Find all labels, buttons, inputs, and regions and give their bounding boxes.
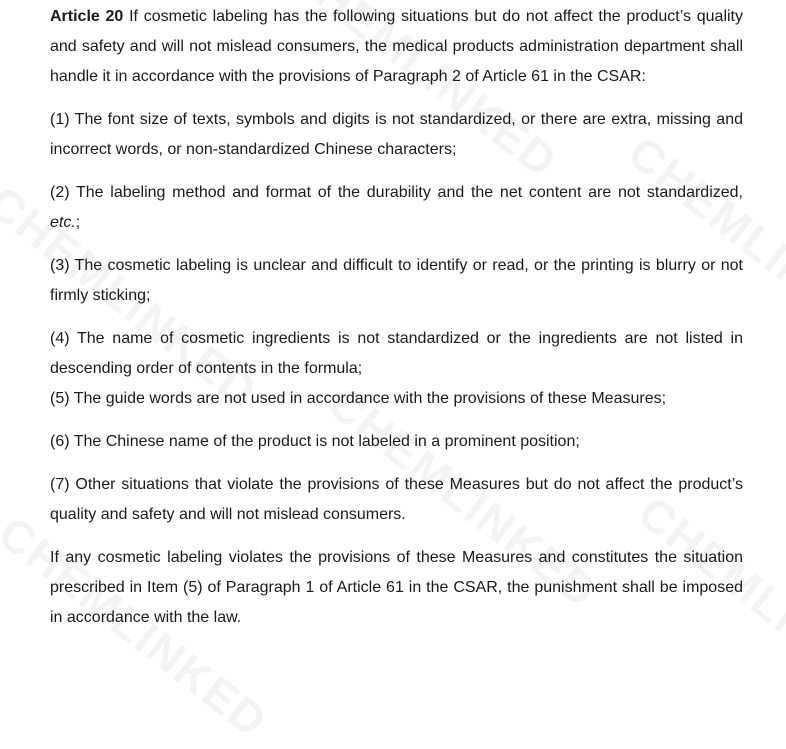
list-item-2 — [50, 178, 743, 238]
list-item-7: (7) Other situations that violate the provisions of these Measures but do not affect the product’s quality and safety and will not mislead consumers. — [50, 476, 743, 523]
closing-paragraph: If any cosmetic labeling violates the provisions of these Measures and constitutes the situation prescribed in Item (5) of Paragraph 1 of Article 61 in the CSAR, the punishment shall be imposed in accordance with the law. — [50, 549, 743, 626]
list-item-2-end: ; — [75, 214, 81, 231]
list-item-3: (3) The cosmetic labeling is unclear and difficult to identify or read, or the printing is blurry or not firmly sticking; — [50, 257, 743, 304]
article-intro-text: If cosmetic labeling has the following situations but do not affect the product’s quality and safety and will not mislead consumers, the medical products administration department shall handle it in accordance with the provisions of Paragraph 2 of Article 61 in the CSAR: — [50, 8, 744, 85]
article-number: Article 20 — [50, 8, 124, 25]
list-item-5: (5) The guide words are not used in accordance with the provisions of these Measures; — [50, 390, 667, 407]
list-item-6: (6) The Chinese name of the product is not labeled in a prominent position; — [50, 433, 580, 450]
list-item-2-text: (2) The labeling method and format of the durability and the net content are not standardized, — [50, 184, 743, 201]
list-item-1: (1) The font size of texts, symbols and digits is not standardized, or there are extra, missing and incorrect words, or non-standardized Chinese characters; — [50, 111, 743, 158]
article-intro — [50, 2, 743, 92]
list-item-2-etc: etc. — [50, 214, 76, 231]
list-item-4: (4) The name of cosmetic ingredients is not standardized or the ingredients are not listed in descending order of contents in the formula; — [50, 330, 743, 377]
article-body — [50, 2, 743, 633]
